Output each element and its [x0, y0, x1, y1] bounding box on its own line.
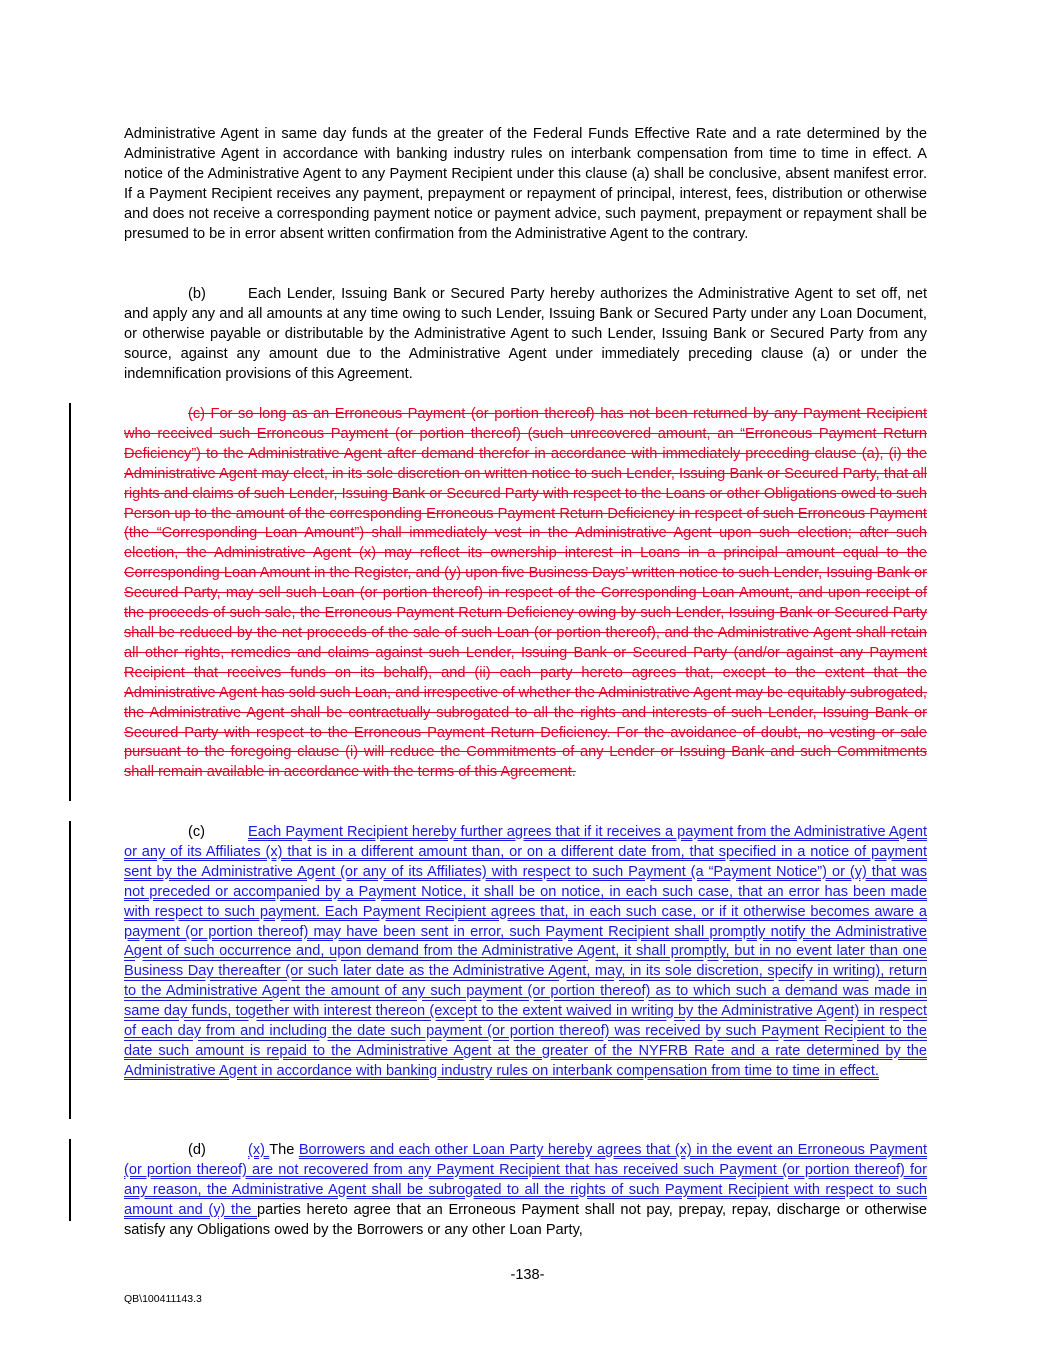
- change-bar: [69, 403, 71, 801]
- paragraph-a-text: Administrative Agent in same day funds at the greater of the Federal Funds Effective Rate and a rate determined by the Administrative Agent in accordance with banking industry rules on interbank compensation from time to time in effect. A notice of the Administrative Agent to any Payment Recipient under this clause (a) shall be conclusive, absent manifest error. If a Payment Recipient receives any payment, prepayment or repayment of principal, interest, fees, distribution or otherwise and does not receive a corresponding payment notice or payment advice, such payment, prepayment or repayment shall be presumed to be in error absent written confirmation from the Administrative Agent to the contrary.: [124, 126, 927, 242]
- paragraph-c-inserted: [124, 823, 927, 1082]
- paragraph-c-label: (c): [188, 824, 206, 840]
- paragraph-d: [124, 1141, 927, 1241]
- document-id: QB\100411143.3: [124, 1293, 202, 1305]
- paragraph-c-deleted: [124, 405, 927, 783]
- paragraph-b-label: (b): [188, 286, 206, 302]
- plain-text: parties hereto agree that an Erroneous Payment shall not pay, prepay, repay, discharge or otherwise satisfy any Obligations owed by the Borrowers or any other Loan Party,: [124, 1201, 927, 1238]
- inserted-text: Borrowers and each other Loan Party hereby agrees that (x) in the event an Erroneous Payment (or portion thereof) are not recovered from any Payment Recipient that has received such Payment (or portion thereof) for any reason, the Administrative Agent shall be subrogated to all the rights of such Payment Recipient with respect to such amount and (y) the: [124, 1142, 928, 1218]
- paragraph-b: [124, 285, 927, 385]
- change-bar: [69, 1139, 71, 1221]
- paragraph-a-continuation: [124, 125, 927, 244]
- inserted-text: (x): [248, 1142, 270, 1158]
- page-number: -138-: [510, 1267, 545, 1283]
- paragraph-b-text: Each Lender, Issuing Bank or Secured Party hereby authorizes the Administrative Agent to set off, net and apply any and all amounts at any time owing to such Lender, Issuing Bank or Secured Party under any Loan Document, or otherwise payable or distributable by the Administrative Agent to such Lender, Issuing Bank or Secured Party from any source, against any amount due to the Administrative Agent under immediately preceding clause (a) or under the indemnification provisions of this Agreement.: [124, 286, 927, 382]
- inserted-text: Each Payment Recipient hereby further agrees that if it receives a payment from the Administrative Agent or any of its Affiliates (x) that is in a different amount than, or on a different date from, that specified in a notice of payment sent by the Administrative Agent (or any of its Affiliates) with respect to such Payment (a “Payment Notice”) or (y) that was not preceded or accompanied by a Payment Notice, it shall be on notice, in each such case, that an error has been made with respect to such payment. Each Payment Recipient agrees that, in each such case, or if it otherwise becomes aware a payment (or portion thereof) may have been sent in error, such Payment Recipient shall promptly notify the Administrative Agent of such occurrence and, upon demand from the Administrative Agent, it shall promptly, but in no event later than one Business Day thereafter (or such later date as the Administrative Agent, may, in its sole discretion, specify in writing), return to the Administrative Agent the amount of any such payment (or portion thereof) as to which such a demand was made in same day funds, together with interest thereon (except to the extent waived in writing by the Administrative Agent) in respect of each day from and including the date such payment (or portion thereof) was received by such Payment Recipient to the date such amount is repaid to the Administrative Agent at the greater of the NYFRB Rate and a rate determined by the Administrative Agent in accordance with banking industry rules on interbank compensation from time to time in effect.: [124, 824, 927, 1079]
- plain-text: The: [269, 1142, 299, 1158]
- change-bar: [69, 821, 71, 1119]
- paragraph-d-label: (d): [188, 1142, 206, 1158]
- deleted-text: (c) For so long as an Erroneous Payment (or portion thereof) has not been returned by any Payment Recipient who received such Erroneous Payment (or portion thereof) (such unrecovered amount, an “Erroneous Payment Return Deficiency”) to the Administrative Agent after demand therefor in accordance with immediately preceding clause (a), (i) the Administrative Agent may elect, in its sole discretion on written notice to such Lender, Issuing Bank or Secured Party, that all rights and claims of such Lender, Issuing Bank or Secured Party with respect to the Loans or other Obligations owed to such Person up to the amount of the corresponding Erroneous Payment Return Deficiency in respect of such Erroneous Payment (the “Corresponding Loan Amount”) shall immediately vest in the Administrative Agent upon such election; after such election, the Administrative Agent (x) may reflect its ownership interest in Loans in a principal amount equal to the Corresponding Loan Amount in the Register, and (y) upon five Business Days’ written notice to such Lender, Issuing Bank or Secured Party, may sell such Loan (or portion thereof) in respect of the Corresponding Loan Amount, and upon receipt of the proceeds of such sale, the Erroneous Payment Return Deficiency owing by such Lender, Issuing Bank or Secured Party shall be reduced by the net proceeds of the sale of such Loan (or portion thereof), and the Administrative Agent shall retain all other rights, remedies and claims against such Lender, Issuing Bank or Secured Party (and/or against any Payment Recipient that receives funds on its behalf), and (ii) each party hereto agrees that, except to the extent that the Administrative Agent has sold such Loan, and irrespective of whether the Administrative Agent may be equitably subrogated, the Administrative Agent shall be contractually subrogated to all the rights and interests of such Lender, Issuing Bank or Secured Party with respect to the Erroneous Payment Return Deficiency. For the avoidance of doubt, no vesting or sale pursuant to the foregoing clause (i) will reduce the Commitments of any Lender or Issuing Bank and such Commitments shall remain available in accordance with the terms of this Agreement.: [124, 406, 927, 781]
